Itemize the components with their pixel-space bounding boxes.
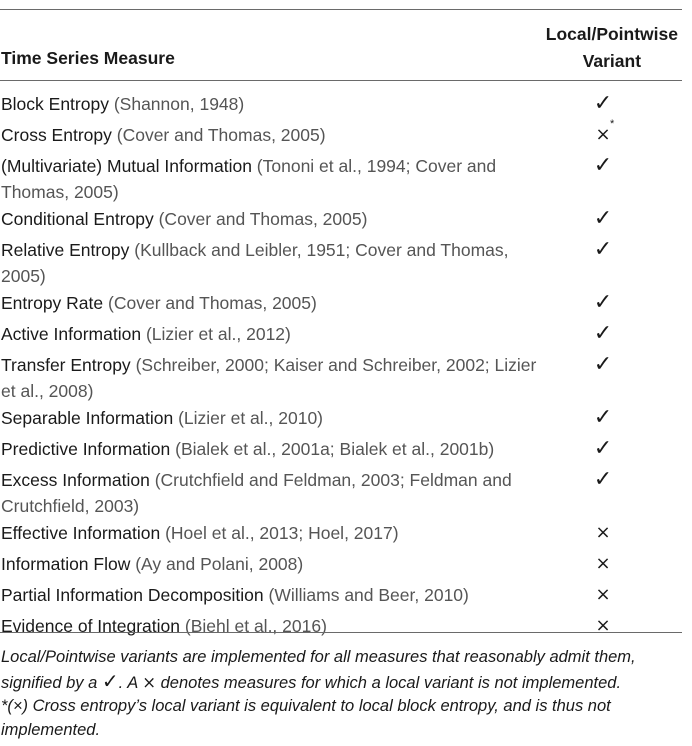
check-icon: ✓ [593, 321, 613, 346]
table-row [0, 396, 682, 430]
measure-citation: (Kullback and Leibler, 1951; Cover and Thomas, 2005) [1, 240, 509, 286]
check-icon: ✓ [593, 436, 613, 461]
measure-cell [0, 312, 541, 347]
footnote-line1 [1, 646, 681, 695]
table-row [0, 228, 682, 286]
measure-citation: (Bialek et al., 2001a; Bialek et al., 2001b) [175, 439, 495, 459]
table-row [0, 427, 682, 461]
table-header-rule [0, 80, 682, 81]
check-icon: ✓ [593, 206, 613, 231]
footnote-part3: denotes measures for which a local variant is not implemented. [156, 673, 622, 692]
table-row [0, 458, 682, 516]
measure-name: Active Information [1, 324, 142, 344]
footnote-line2: *(×) Cross entropy’s local variant is equivalent to local block entropy, and is thus not implemented. [1, 697, 611, 739]
measure-name: Relative Entropy [1, 240, 130, 260]
measure-cell [0, 197, 541, 232]
measure-name: Predictive Information [1, 439, 171, 459]
cross-icon: × [595, 124, 611, 145]
measure-citation: (Lizier et al., 2010) [178, 408, 324, 428]
table-row [0, 281, 682, 315]
check-icon: ✓ [593, 237, 613, 262]
cross-icon: × [595, 553, 611, 574]
measure-citation: (Lizier et al., 2012) [145, 324, 291, 344]
measure-name: Transfer Entropy [1, 355, 131, 375]
table-row [0, 312, 682, 346]
measure-cell [0, 82, 541, 117]
check-icon: ✓ [101, 668, 119, 693]
table-row [0, 144, 682, 202]
table-header [0, 10, 682, 80]
table-body [0, 82, 682, 635]
measure-name: Conditional Entropy [1, 209, 154, 229]
check-icon: ✓ [593, 405, 613, 430]
check-icon: ✓ [593, 153, 613, 178]
measure-citation: (Biehl et al., 2016) [184, 616, 327, 636]
measure-name: Entropy Rate [1, 293, 104, 313]
measure-cell [0, 542, 541, 577]
measure-citation: (Shannon, 1948) [113, 94, 245, 114]
measure-cell [0, 343, 541, 404]
measure-citation: (Schreiber, 2000; Kaiser and Schreiber, 2002; Lizier et al., 2008) [1, 355, 537, 401]
measure-cell [0, 228, 541, 289]
measure-cell [0, 511, 541, 546]
table-bottom-rule [0, 632, 682, 633]
header-variant-line1: Local/Pointwise [545, 24, 678, 44]
measure-name: Information Flow [1, 554, 131, 574]
measure-citation: (Williams and Beer, 2010) [268, 585, 469, 605]
measure-cell [0, 458, 541, 519]
measure-citation: (Cover and Thomas, 2005) [158, 209, 368, 229]
measure-name: Partial Information Decomposition [1, 585, 264, 605]
footnote-part1: Local/Pointwise variants are implemented for all measures that reasonably admit them, signified by a [1, 648, 636, 692]
measure-name: Cross Entropy [1, 125, 112, 145]
table-row [0, 113, 682, 144]
measure-cell [0, 604, 541, 639]
header-variant [546, 21, 678, 75]
table-row [0, 511, 682, 542]
measure-cell [0, 427, 541, 462]
check-icon: ✓ [593, 352, 613, 377]
table-row [0, 82, 682, 116]
table-row [0, 542, 682, 573]
table-footnote [1, 646, 681, 742]
measure-citation: (Cover and Thomas, 2005) [108, 293, 317, 313]
measure-name: Effective Information [1, 523, 161, 543]
measure-name: Separable Information [1, 408, 174, 428]
cross-icon: × [595, 584, 611, 605]
measure-name: Evidence of Integration [1, 616, 181, 636]
footnote-part2: . A [118, 673, 143, 692]
measure-cell [0, 144, 541, 205]
measure-name: Excess Information [1, 470, 150, 490]
measure-cell [0, 573, 541, 608]
cross-icon: × [142, 672, 157, 692]
cross-icon: × [595, 615, 611, 636]
table-row [0, 604, 682, 635]
table-row [0, 343, 682, 401]
cross-icon: × [595, 522, 611, 543]
check-icon: ✓ [593, 91, 613, 116]
check-icon: ✓ [593, 290, 613, 315]
measure-citation: (Tononi et al., 1994; Cover and Thomas, 2005) [1, 156, 497, 202]
table-row [0, 573, 682, 604]
measure-cell [0, 396, 541, 431]
header-variant-line2: Variant [582, 51, 642, 71]
header-measure: Time Series Measure [1, 48, 175, 68]
measure-name: (Multivariate) Mutual Information [1, 156, 252, 176]
measure-cell [0, 113, 541, 148]
footnote-star: * [610, 118, 615, 130]
measure-citation: (Crutchfield and Feldman, 2003; Feldman and Crutchfield, 2003) [1, 470, 512, 516]
measure-citation: (Cover and Thomas, 2005) [116, 125, 326, 145]
table-row [0, 197, 682, 231]
check-icon: ✓ [593, 467, 613, 492]
measure-citation: (Hoel et al., 2013; Hoel, 2017) [165, 523, 399, 543]
measure-citation: (Ay and Polani, 2008) [135, 554, 304, 574]
measure-cell [0, 281, 541, 316]
measure-name: Block Entropy [1, 94, 109, 114]
